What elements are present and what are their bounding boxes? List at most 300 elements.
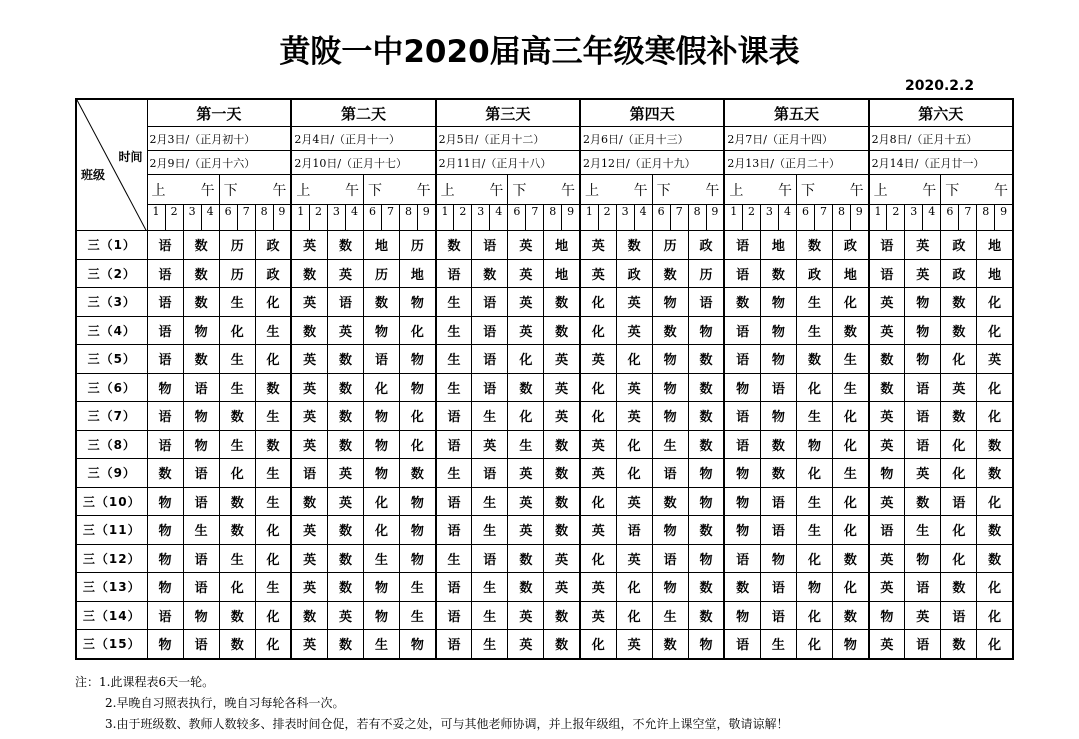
pm-header [363,175,435,205]
pm-char-1: 下 [800,182,815,199]
class-name: 三（15） [76,630,147,659]
subject-cell: 政 [941,231,977,260]
pm-header [219,175,291,205]
subject-cell: 生 [508,430,544,459]
subject-cell: 数 [255,430,291,459]
pm-char-1: 下 [945,182,960,199]
subject-cell: 生 [255,402,291,431]
period-number: 2 [165,205,183,230]
subject-cell: 生 [400,573,436,602]
day-date: 2月11日/（正月十八） [436,151,580,175]
subject-cell: 物 [652,373,688,402]
am-char-1: 上 [440,182,455,199]
period-number: 8 [693,205,701,218]
subject-cell: 生 [255,573,291,602]
day-header: 第四天 [580,99,724,127]
subject-cell: 数 [760,459,796,488]
table-row [76,259,1013,288]
table-row [76,487,1013,516]
subject-cell: 生 [436,316,472,345]
subject-cell: 数 [941,316,977,345]
corner-time-label: 时间 [118,150,143,164]
subject-cell: 化 [833,487,869,516]
subject-cell: 物 [688,487,724,516]
subject-cell: 数 [688,601,724,630]
subject-cell: 英 [544,573,580,602]
subject-cell: 物 [724,601,760,630]
subject-cell: 数 [183,259,219,288]
subject-cell: 语 [760,373,796,402]
subject-cell: 物 [724,516,760,545]
period-number: 2 [886,205,904,230]
subject-cell: 地 [544,231,580,260]
period-number: 1 [730,205,738,218]
pm-char-2: 午 [705,182,720,199]
subject-cell: 英 [291,430,327,459]
subject-cell: 生 [472,516,508,545]
period-number: 7 [814,205,832,230]
subject-cell: 物 [652,288,688,317]
subject-cell: 历 [219,259,255,288]
period-number: 6 [224,205,232,218]
class-name: 三（1） [76,231,147,260]
period-number: 6 [657,205,665,218]
am-char-1: 上 [873,182,888,199]
subject-cell: 物 [147,516,183,545]
pm-header [941,175,1013,205]
subject-cell: 化 [508,345,544,374]
pm-char-2: 午 [993,182,1008,199]
subject-cell: 物 [400,373,436,402]
subject-cell: 英 [508,288,544,317]
am-header [869,175,941,205]
day-date: 2月5日/（正月十二） [436,127,580,151]
subject-cell: 英 [291,402,327,431]
subject-cell: 语 [724,345,760,374]
subject-cell: 物 [724,459,760,488]
table-row [76,345,1013,374]
class-name: 三（10） [76,487,147,516]
pm-header [796,175,868,205]
subject-cell: 英 [327,259,363,288]
subject-cell: 语 [472,544,508,573]
subject-cell: 化 [941,459,977,488]
subject-cell: 数 [327,516,363,545]
day-header: 第六天 [869,99,1013,127]
table-row [76,459,1013,488]
subject-cell: 语 [652,459,688,488]
subject-cell: 物 [400,544,436,573]
period-cell [796,205,832,231]
period-number: 8 [837,205,845,218]
period-cell [869,205,905,231]
period-number: 1 [441,205,449,218]
subject-cell: 数 [977,430,1013,459]
subject-cell: 英 [905,459,941,488]
subject-cell: 英 [869,487,905,516]
subject-cell: 生 [652,430,688,459]
subject-cell: 语 [724,544,760,573]
class-name: 三（12） [76,544,147,573]
subject-cell: 生 [833,373,869,402]
subject-cell: 化 [580,316,616,345]
subject-cell: 化 [977,601,1013,630]
subject-cell: 物 [147,573,183,602]
subject-cell: 生 [219,288,255,317]
subject-cell: 物 [688,630,724,659]
class-name: 三（5） [76,345,147,374]
subject-cell: 物 [363,430,399,459]
subject-cell: 英 [291,231,327,260]
period-cell [760,205,796,231]
period-number: 3 [477,205,485,218]
period-number: 9 [561,205,579,230]
period-number: 6 [946,205,954,218]
subject-cell: 生 [652,601,688,630]
pm-char-1: 下 [367,182,382,199]
subject-cell: 数 [688,373,724,402]
subject-cell: 化 [833,516,869,545]
subject-cell: 化 [580,373,616,402]
am-char-2: 午 [200,182,215,199]
subject-cell: 数 [544,601,580,630]
pm-char-1: 下 [656,182,671,199]
subject-cell: 数 [652,316,688,345]
subject-cell: 物 [796,430,832,459]
subject-cell: 语 [905,430,941,459]
am-header [724,175,796,205]
subject-cell: 物 [363,402,399,431]
subject-cell: 物 [400,345,436,374]
am-char-2: 午 [489,182,504,199]
subject-cell: 英 [905,601,941,630]
day-date: 2月9日/（正月十六） [147,151,291,175]
period-cell [724,205,760,231]
subject-cell: 数 [508,373,544,402]
subject-cell: 数 [869,373,905,402]
subject-cell: 化 [616,430,652,459]
subject-cell: 英 [616,402,652,431]
period-cell [400,205,436,231]
subject-cell: 化 [977,288,1013,317]
subject-cell: 地 [977,231,1013,260]
subject-cell: 语 [724,402,760,431]
class-name: 三（8） [76,430,147,459]
table-row [76,601,1013,630]
am-char-1: 上 [584,182,599,199]
subject-cell: 语 [147,601,183,630]
subject-cell: 数 [905,487,941,516]
note-1: 注：1.此课程表6天一轮。 [75,675,215,689]
subject-cell: 物 [905,345,941,374]
subject-cell: 物 [652,516,688,545]
subject-cell: 英 [869,573,905,602]
class-name: 三（9） [76,459,147,488]
subject-cell: 物 [833,630,869,659]
note-3: 3.由于班级数、教师人数较多、排表时间仓促，若有不妥之处，可与其他老师协调，并上报年级组，不允许上课空堂，敬请谅解！ [105,717,789,731]
subject-cell: 数 [796,345,832,374]
subject-cell: 化 [941,544,977,573]
subject-cell: 生 [219,544,255,573]
subject-cell: 数 [941,573,977,602]
subject-cell: 生 [472,630,508,659]
subject-cell: 生 [400,601,436,630]
day-date: 2月7日/（正月十四） [724,127,868,151]
period-number: 9 [273,205,291,230]
period-number: 2 [598,205,616,230]
day-date: 2月12日/（正月十九） [580,151,724,175]
subject-cell: 数 [327,630,363,659]
subject-cell: 物 [688,544,724,573]
subject-cell: 生 [796,316,832,345]
period-cell [183,205,219,231]
am-char-1: 上 [729,182,744,199]
period-cell [147,205,183,231]
subject-cell: 物 [688,459,724,488]
period-number: 2 [453,205,471,230]
subject-cell: 英 [291,288,327,317]
subject-cell: 语 [183,373,219,402]
subject-cell: 化 [616,573,652,602]
subject-cell: 地 [760,231,796,260]
subject-cell: 数 [327,373,363,402]
subject-cell: 化 [363,487,399,516]
subject-cell: 数 [760,430,796,459]
table-row [76,516,1013,545]
subject-cell: 化 [255,288,291,317]
table-row [76,402,1013,431]
subject-cell: 语 [472,231,508,260]
subject-cell: 英 [616,487,652,516]
table-row [76,573,1013,602]
subject-cell: 数 [219,402,255,431]
subject-cell: 数 [833,316,869,345]
subject-cell: 物 [796,573,832,602]
subject-cell: 物 [400,516,436,545]
period-number: 7 [237,205,255,230]
subject-cell: 生 [436,459,472,488]
subject-cell: 物 [905,316,941,345]
subject-cell: 语 [905,402,941,431]
subject-cell: 英 [580,259,616,288]
subject-cell: 英 [869,288,905,317]
period-number: 8 [982,205,990,218]
subject-cell: 数 [544,487,580,516]
subject-cell: 化 [508,402,544,431]
page-title: 黄陂一中2020届高三年级寒假补课表 [279,34,800,70]
subject-cell: 化 [941,430,977,459]
subject-cell: 物 [400,630,436,659]
period-number: 1 [152,205,160,218]
day-header: 第一天 [147,99,291,127]
subject-cell: 地 [363,231,399,260]
subject-cell: 英 [580,601,616,630]
subject-cell: 语 [869,259,905,288]
subject-cell: 数 [544,316,580,345]
subject-cell: 化 [255,516,291,545]
subject-cell: 化 [796,601,832,630]
subject-cell: 语 [905,373,941,402]
period-cell [833,205,869,231]
subject-cell: 语 [472,288,508,317]
subject-cell: 政 [941,259,977,288]
subject-cell: 数 [688,430,724,459]
subject-cell: 生 [796,402,832,431]
period-cell [941,205,977,231]
subject-cell: 生 [436,544,472,573]
subject-cell: 生 [219,345,255,374]
period-number: 2 [742,205,760,230]
subject-cell: 生 [905,516,941,545]
subject-cell: 物 [400,288,436,317]
day-date: 2月3日/（正月初十） [147,127,291,151]
subject-cell: 物 [147,630,183,659]
subject-cell: 数 [688,345,724,374]
subject-cell: 政 [688,231,724,260]
day-date: 2月6日/（正月十三） [580,127,724,151]
subject-cell: 生 [760,630,796,659]
class-name: 三（11） [76,516,147,545]
subject-cell: 语 [760,601,796,630]
period-number: 3 [332,205,340,218]
subject-cell: 化 [580,402,616,431]
subject-cell: 化 [796,630,832,659]
subject-cell: 语 [147,231,183,260]
subject-cell: 语 [147,430,183,459]
subject-cell: 数 [508,544,544,573]
day-header: 第五天 [724,99,868,127]
subject-cell: 语 [147,288,183,317]
am-char-2: 午 [777,182,792,199]
subject-cell: 英 [508,601,544,630]
subject-cell: 物 [760,316,796,345]
pm-char-2: 午 [560,182,575,199]
subject-cell: 生 [796,516,832,545]
subject-cell: 地 [400,259,436,288]
subject-cell: 语 [327,288,363,317]
subject-cell: 语 [905,630,941,659]
subject-cell: 语 [436,402,472,431]
table-row [76,316,1013,345]
subject-cell: 语 [183,573,219,602]
subject-cell: 语 [760,487,796,516]
am-char-2: 午 [344,182,359,199]
subject-cell: 生 [472,601,508,630]
subject-cell: 化 [977,487,1013,516]
subject-cell: 数 [688,402,724,431]
subject-cell: 物 [183,402,219,431]
subject-cell: 数 [327,544,363,573]
subject-cell: 语 [472,345,508,374]
subject-cell: 英 [508,259,544,288]
subject-cell: 数 [327,345,363,374]
subject-cell: 英 [508,231,544,260]
subject-cell: 生 [796,487,832,516]
subject-cell: 物 [147,487,183,516]
subject-cell: 语 [147,345,183,374]
subject-cell: 化 [977,402,1013,431]
subject-cell: 数 [219,487,255,516]
subject-cell: 化 [833,288,869,317]
subject-cell: 化 [255,345,291,374]
subject-cell: 物 [652,402,688,431]
period-number: 8 [549,205,557,218]
subject-cell: 物 [183,316,219,345]
class-name: 三（4） [76,316,147,345]
subject-cell: 英 [508,459,544,488]
am-char-1: 上 [151,182,166,199]
subject-cell: 化 [616,601,652,630]
subject-cell: 英 [327,459,363,488]
subject-cell: 化 [616,345,652,374]
subject-cell: 物 [905,288,941,317]
subject-cell: 英 [291,516,327,545]
subject-cell: 英 [616,544,652,573]
period-cell [508,205,544,231]
subject-cell: 英 [869,544,905,573]
subject-cell: 化 [796,459,832,488]
pm-char-2: 午 [849,182,864,199]
period-number: 3 [765,205,773,218]
subject-cell: 化 [400,430,436,459]
subject-cell: 生 [219,430,255,459]
subject-cell: 物 [652,345,688,374]
subject-cell: 数 [616,231,652,260]
subject-cell: 化 [977,573,1013,602]
period-cell [616,205,652,231]
subject-cell: 政 [833,231,869,260]
subject-cell: 英 [508,316,544,345]
table-row [76,231,1013,260]
subject-cell: 化 [941,516,977,545]
day-header: 第三天 [436,99,580,127]
subject-cell: 语 [724,259,760,288]
subject-cell: 化 [796,544,832,573]
subject-cell: 语 [363,345,399,374]
subject-cell: 英 [580,345,616,374]
subject-cell: 英 [941,373,977,402]
subject-cell: 数 [544,630,580,659]
class-name: 三（13） [76,573,147,602]
corner-header [76,99,147,231]
period-number: 4 [201,205,219,230]
subject-cell: 数 [327,231,363,260]
subject-cell: 化 [580,544,616,573]
subject-cell: 生 [472,402,508,431]
subject-cell: 生 [219,373,255,402]
period-cell [905,205,941,231]
subject-cell: 生 [436,373,472,402]
period-number: 3 [621,205,629,218]
subject-cell: 英 [869,316,905,345]
subject-cell: 数 [291,259,327,288]
schedule-table [75,98,1014,660]
subject-cell: 语 [472,373,508,402]
period-cell [472,205,508,231]
am-header [291,175,363,205]
day-date: 2月13日/（正月二十） [724,151,868,175]
day-date: 2月14日/（正月廿一） [869,151,1013,175]
day-date: 2月10日/（正月十七） [291,151,435,175]
subject-cell: 物 [363,601,399,630]
subject-cell: 物 [760,345,796,374]
period-number: 4 [778,205,796,230]
period-number: 7 [525,205,543,230]
subject-cell: 数 [544,516,580,545]
subject-cell: 英 [580,516,616,545]
subject-cell: 数 [760,259,796,288]
subject-cell: 数 [327,573,363,602]
